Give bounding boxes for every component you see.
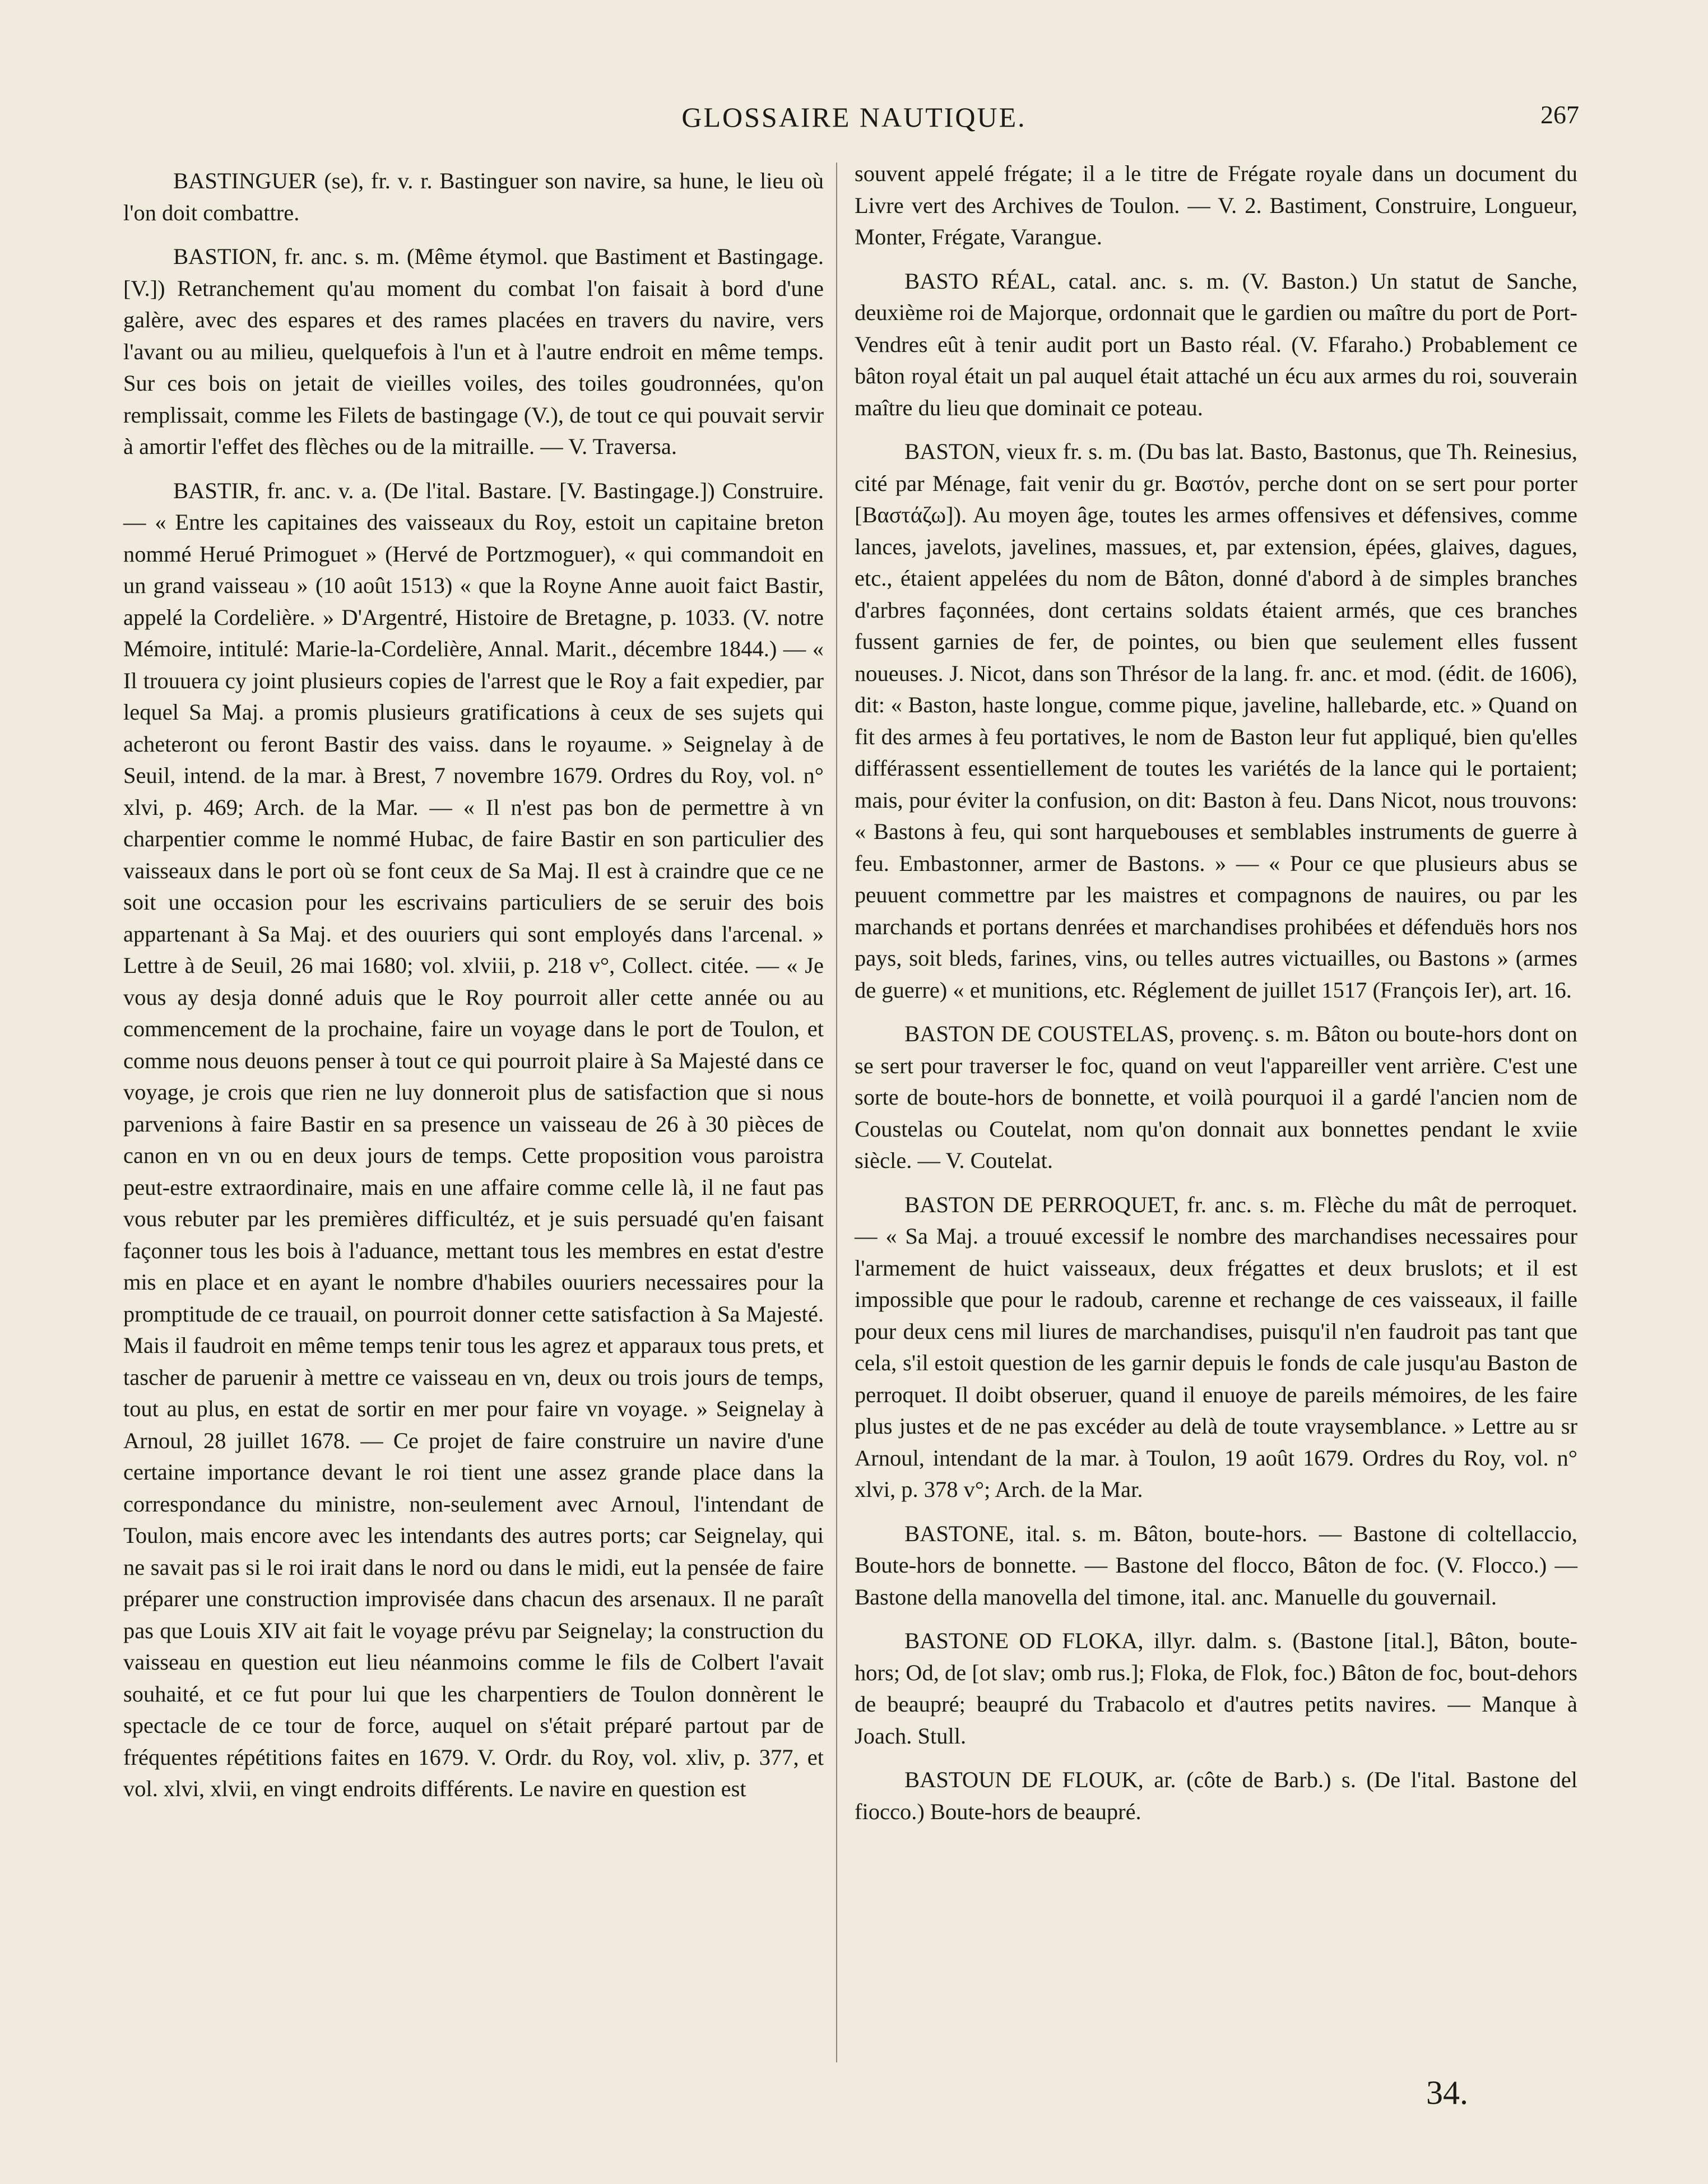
entry-bastir: BASTIR, fr. anc. v. a. (De l'ital. Bastare. [V. Bastingage.]) Construire. — « Entre les capitaines des vaisseaux du Roy, estoit un capitaine breton nommé Herué Primoguet » (Hervé de Portzmoguer), « qui commandoit en un grand vaisseau » (10 août 1513) « que la Royne Anne auoit faict Bastir, appelé la Cordelière. » D'Argentré, Histoire de Bretagne, p. 1033. (V. notre Mémoire, intitulé: Marie-la-Cordelière, Annal. Marit., décembre 1844.) — « Il trouuera cy joint plusieurs copies de l'arrest que le Roy a fait expedier, par lequel Sa Maj. a promis plusieurs gratifications à ceux de ses sujets qui acheteront ou feront Bastir des vaiss. dans le royaume. » Seignelay à de Seuil, intend. de la mar. à Brest, 7 novembre 1679. Ordres du Roy, vol. n° xlvi, p. 469; Arch. de la Mar. — « Il n'est pas bon de permettre à vn charpentier comme le nommé Hubac, de faire Bastir en son particulier des vaisseaux dans le port où se font ceux de Sa Maj. Il est à craindre que ce ne soit une occasion pour les escrivains particuliers de se seruir des bois appartenant à Sa Maj. et des ouuriers qui sont employés dans l'arcenal. » Lettre à de Seuil, 26 mai 1680; vol. xlviii, p. 218 v°, Collect. citée. — « Je vous ay desja donné aduis que le Roy pourroit aller cette année ou au commencement de la prochaine, faire un voyage dans le port de Toulon, et comme nous deuons penser à tout ce qui pourroit plaire à Sa Majesté dans ce voyage, je crois que rien ne luy donneroit plus de satisfaction que si nous parvenions à faire Bastir en sa presence un vaisseau de 26 à 30 pièces de canon en vn ou en deux jours de temps. Cette proposition vous paroistra peut-estre extraordinaire, mais en une affaire comme celle là, il ne faut pas vous rebuter par les premières difficultéz, et je suis persuadé qu'en faisant façonner tous les bois à l'aduance, mettant tous les membres en estat d'estre mis en place et en ayant le nombre d'habiles ouuriers necessaires pour la promptitude de ce trauail, on pourroit donner cette satisfaction à Sa Majesté. Mais il faudroit en même temps tenir tous les agrez et apparaux tous prets, et tascher de paruenir à mettre ce vaisseau en vn, deux ou trois jours de temps, tout au plus, en estat de sortir en mer pour faire vn voyage. » Seignelay à Arnoul, 28 juillet 1678. — Ce projet de faire construire un navire d'une certaine importance devant le roi tient une assez grande place dans la correspondance du ministre, non-seulement avec Arnoul, l'intendant de Toulon, mais encore avec les intendants des autres ports; car Seignelay, qui ne savait pas si le roi irait dans le nord ou dans le midi, eut la pensée de faire préparer une construction improvisée dans chacun des arsenaux. Il ne paraît pas que Louis XIV ait fait le voyage prévu par Seignelay; la construction du vaisseau en question eut lieu néanmoins comme le fils de Colbert l'avait souhaité, et ce fut pour lui que les charpentiers de Toulon donnèrent le spectacle de ce tour de force, auquel on s'était préparé partout par de fréquentes répétitions faites en 1679. V. Ordr. du Roy, vol. xliv, p. 377, et vol. xlvi, xlvii, en vingt endroits différents. Le navire en question est [123,477,824,1801]
entry-baston-de-coustelas: BASTON DE COUSTELAS, provenç. s. m. Bâton ou boute-hors dont on se sert pour traverser le foc, quand on veut l'appareiller vent arrière. C'est une sorte de boute-hors de bonnette, et voilà pourquoi il a gardé l'ancien nom de Coustelas ou Coutelat, nom qu'on donnait aux bonnettes pendant le xviie siècle. — V. Coutelat. [855,1021,1577,1173]
entry-bastoun-de-flouk: BASTOUN DE FLOUK, ar. (côte de Barb.) s. (De l'ital. Bastone del fiocco.) Boute-hors de beaupré. [855,1767,1577,1824]
left-column [123,165,824,1817]
column-divider [836,163,837,2062]
entry-basto-real: BASTO RÉAL, catal. anc. s. m. (V. Baston.) Un statut de Sanche, deuxième roi de Majorque, ordonnait que le gardien ou maître du port de Port-Vendres eût à tenir audit port un Basto réal. (V. Ffaraho.) Probablement ce bâton royal était un pal auquel était attaché un écu aux armes du roi, souverain maître du lieu que dominait ce poteau. [855,268,1577,420]
signature-mark: 34. [1426,2074,1468,2111]
entry-bastone-od-floka: BASTONE OD FLOKA, illyr. dalm. s. (Bastone [ital.], Bâton, boute-hors; Od, de [ot slav; omb rus.]; Floka, de Flok, foc.) Bâton de foc, bout-dehors de beaupré; beaupré du Trabacolo et d'autres petits navires. — Manque à Joach. Stull. [855,1628,1577,1749]
entry-bastion: BASTION, fr. anc. s. m. (Même étymol. que Bastiment et Bastingage. [V.]) Retranchement qu'au moment du combat l'on faisait à bord d'une galère, avec des espares et des rames placées en travers du navire, vers l'avant ou au milieu, quelquefois à l'un et à l'autre endroit en même temps. Sur ces bois on jetait de vieilles voiles, des toiles goudronnées, qu'on remplissait, comme les Filets de bastingage (V.), de tout ce qui pouvait servir à amortir l'effet des flèches ou de la mitraille. — V. Traversa. [123,244,824,459]
running-head: GLOSSAIRE NAUTIQUE. [681,101,1027,133]
right-column [855,158,1577,1840]
page-number: 267 [1540,100,1579,129]
entry-baston-de-perroquet: BASTON DE PERROQUET, fr. anc. s. m. Flèche du mât de perroquet. — « Sa Maj. a trouué excessif le nombre des marchandises necessaires pour l'armement de huict vaisseaux, deux frégattes et deux bruslots; et il est impossible que pour le radoub, carenne et rechange de ces vaisseaux, il faille pour deux cens mil liures de marchandises, puisqu'il n'en faudroit pas tant que cela, s'il estoit question de les garnir depuis le fonds de cale jusqu'au Baston de perroquet. Il doibt obseruer, quand il enuoye de pareils mémoires, de les faire plus justes et de ne pas excéder au delà de toute vraysemblance. » Lettre au sr Arnoul, intendant de la mar. à Toulon, 19 août 1679. Ordres du Roy, vol. n° xlvi, p. 378 v°; Arch. de la Mar. [855,1191,1577,1502]
entry-baston: BASTON, vieux fr. s. m. (Du bas lat. Basto, Bastonus, que Th. Reinesius, cité par Ménage, fait venir du gr. Βαστόν, perche dont on se sert pour porter [Βαστάζω]). Au moyen âge, toutes les armes offensives et défensives, comme lances, javelots, javelines, massues, et, par extension, épées, glaives, dagues, etc., étaient appelées du nom de Bâton, donné d'abord à de simples branches d'arbres façonnées, dont certains soldats étaient armés, que ces branches fussent garnies de fer, de pointes, ou bien que seulement elles fussent noueuses. J. Nicot, dans son Thrésor de la lang. fr. anc. et mod. (édit. de 1606), dit: « Baston, haste longue, comme pique, javeline, hallebarde, etc. » Quand on fit des armes à feu portatives, le nom de Baston leur fut appliqué, bien qu'elles différassent essentiellement de toutes les variétés de la lance qui le portaient; mais, pour éviter la confusion, on dit: Baston à feu. Dans Nicot, nous trouvons: « Bastons à feu, qui sont harquebouses et semblables instruments de guerre à feu. Embastonner, armer de Bastons. » — « Pour ce que plusieurs abus se peuuent commettre par les maistres et compagnons de nauires, ou par les marchands et portans denrées et marchandises prohibées et défenduës hors nos pays, soit bleds, farines, vins, ou telles autres victuailles, ou Bastons » (armes de guerre) « et munitions, etc. Réglement de juillet 1517 (François Ier), art. 16. [855,439,1577,1003]
entry-bastinguer: BASTINGUER (se), fr. v. r. Bastinguer son navire, sa hune, le lieu où l'on doit combattre. [123,168,824,225]
entry-bastir-continued: souvent appelé frégate; il a le titre de Frégate royale dans un document du Livre vert des Archives de Toulon. — V. 2. Bastiment, Construire, Longueur, Monter, Frégate, Varangue. [855,161,1577,249]
entry-bastone: BASTONE, ital. s. m. Bâton, boute-hors. — Bastone di coltellaccio, Boute-hors de bonnette. — Bastone del flocco, Bâton de foc. (V. Flocco.) — Bastone della manovella del timone, ital. anc. Manuelle du gouvernail. [855,1520,1577,1610]
